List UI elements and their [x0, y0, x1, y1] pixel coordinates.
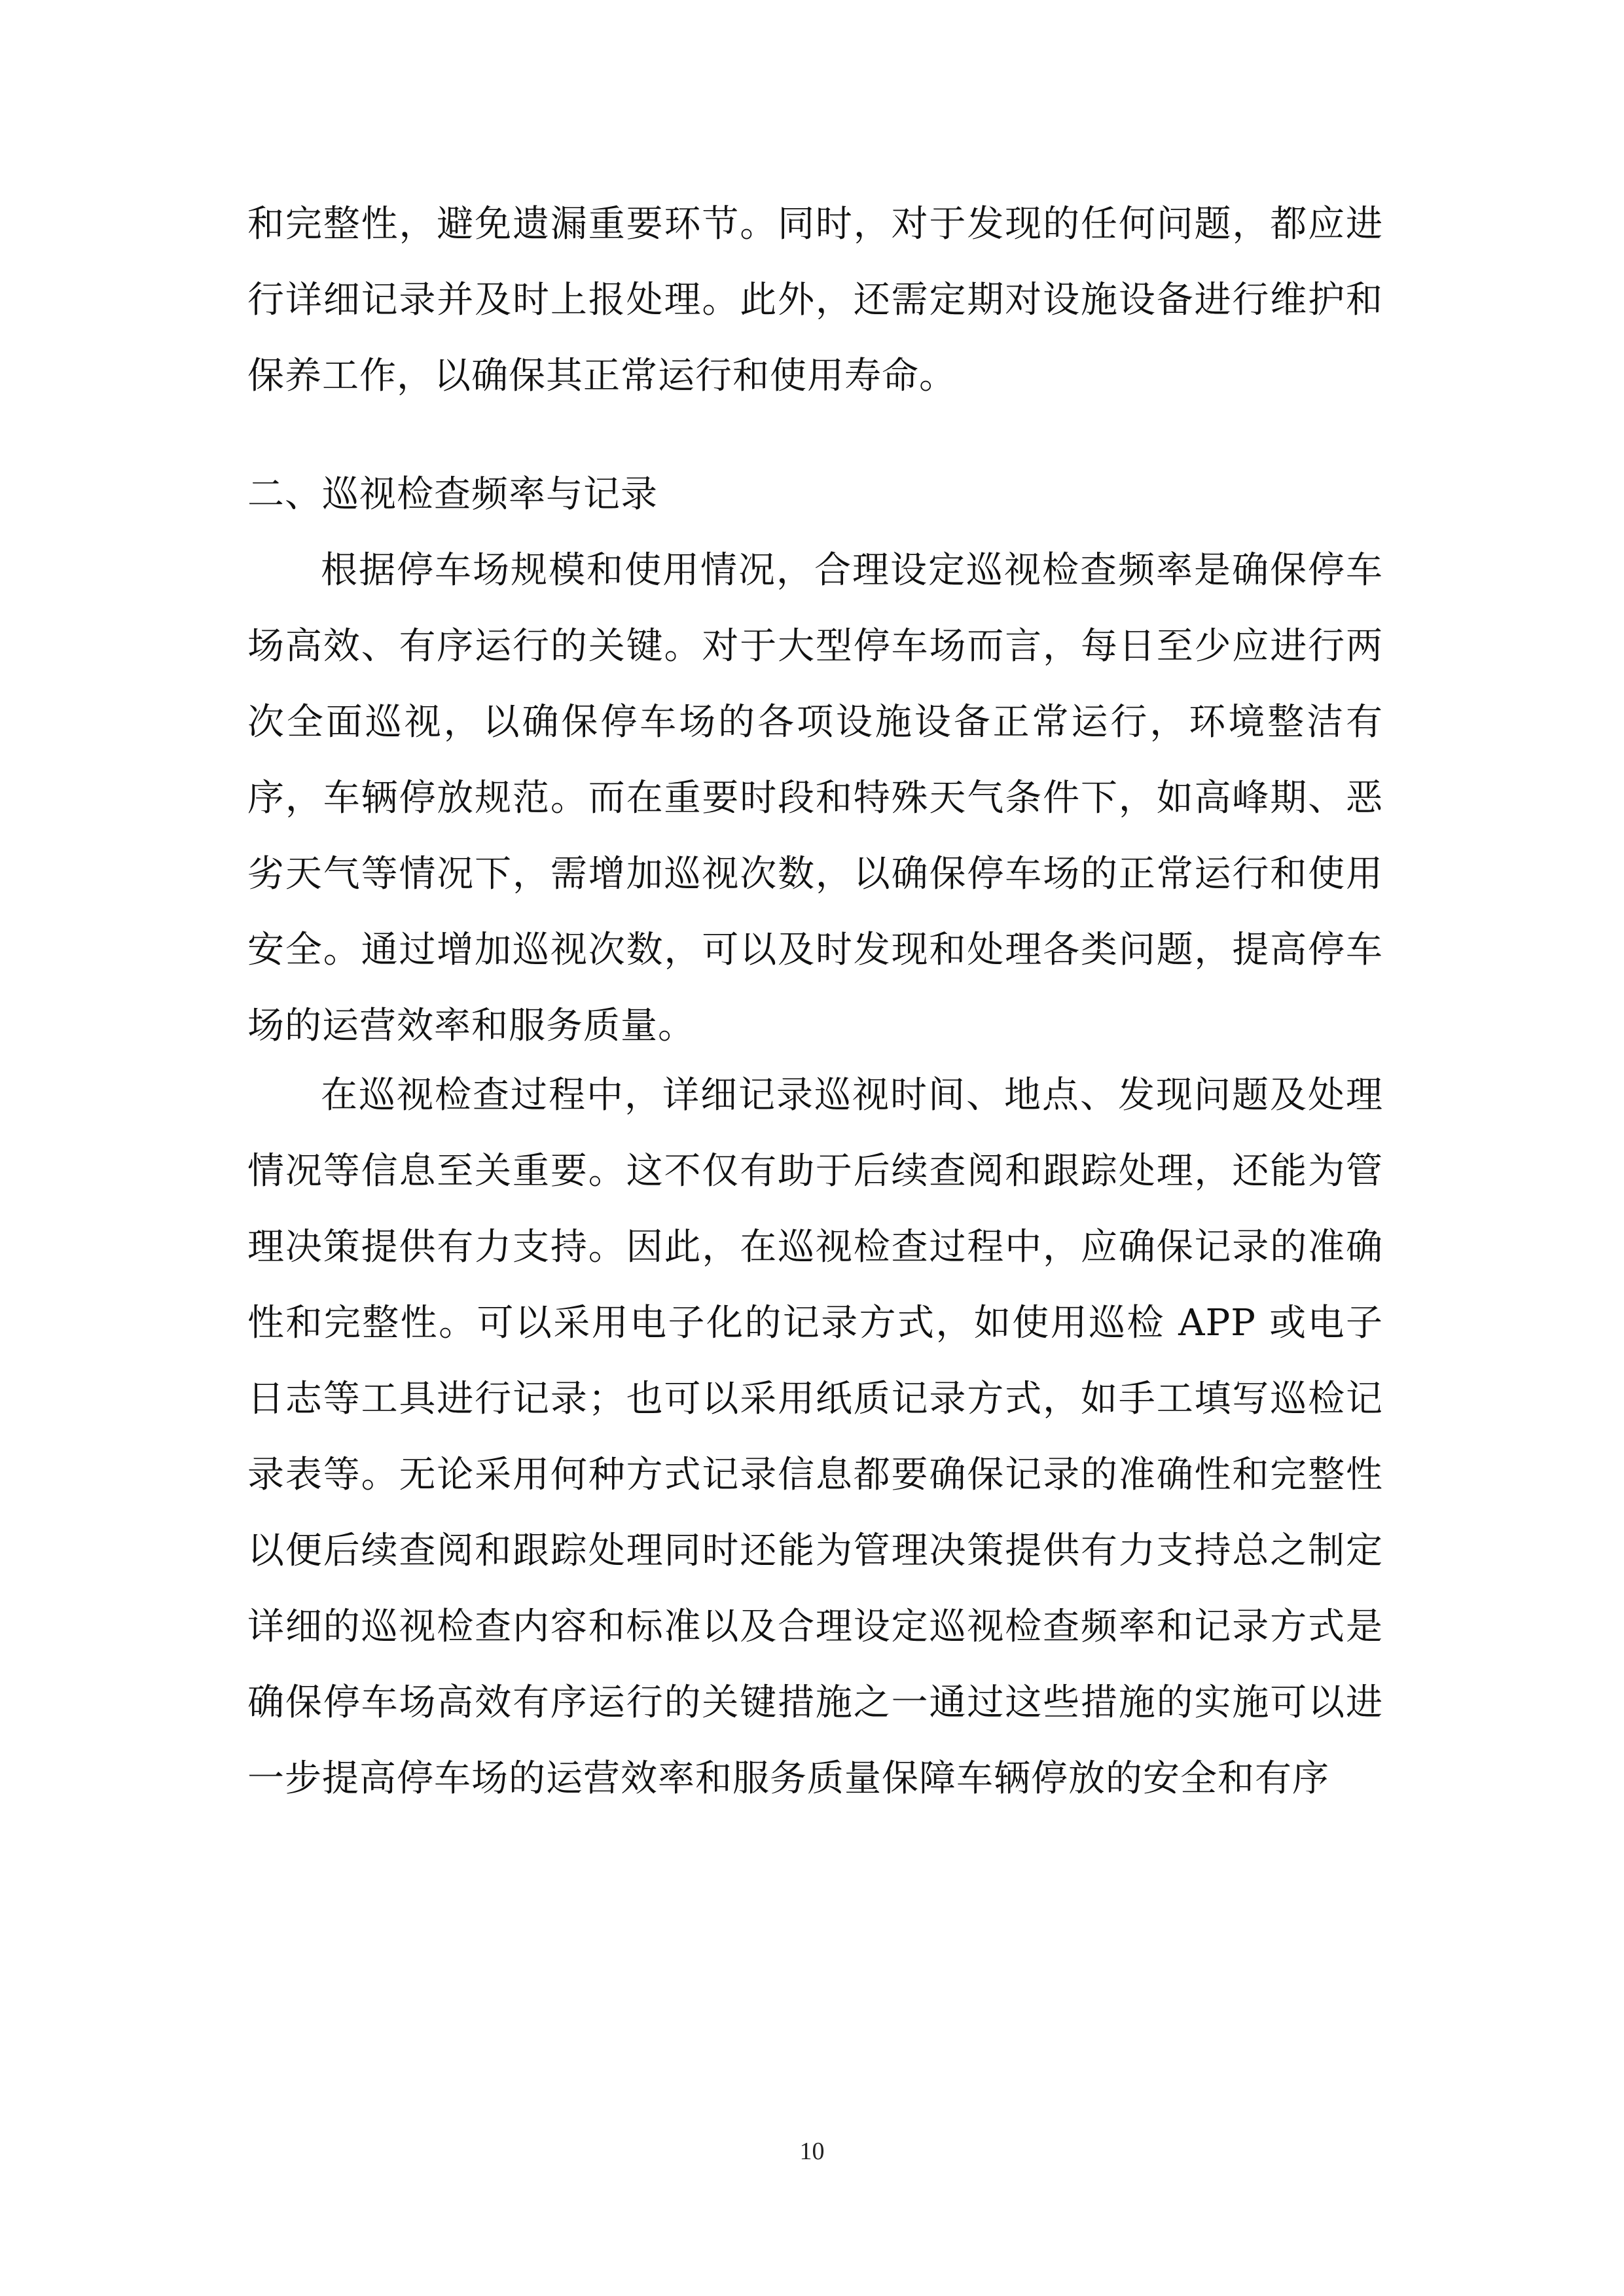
page-number: 10	[799, 2138, 825, 2165]
paragraph-continued: 和完整性，避免遗漏重要环节。同时，对于发现的任何问题，都应进行详细记录并及时上报处理。此外，还需定期对设施设备进行维护和保养工作，以确保其正常运行和使用寿命。	[247, 203, 1383, 397]
paragraph-frequency: 根据停车场规模和使用情况，合理设定巡视检查频率是确保停车场高效、有序运行的关键。对于大型停车场而言，每日至少应进行两次全面巡视，以确保停车场的各项设施设备正常运行，环境整洁有序，车辆停放规范。而在重要时段和特殊天气条件下，如高峰期、恶劣天气等情况下，需增加巡视次数，以确保停车场的正常运行和使用安全。通过增加巡视次数，可以及时发现和处理各类问题，提高停车场的运营效率和服务质量。	[247, 549, 1383, 1047]
section-heading: 二、巡视检查频率与记录	[247, 473, 658, 516]
paragraph-records: 在巡视检查过程中，详细记录巡视时间、地点、发现问题及处理情况等信息至关重要。这不仅有助于后续查阅和跟踪处理，还能为管理决策提供有力支持。因此，在巡视检查过程中，应确保记录的准确性和完整性。可以采用电子化的记录方式，如使用巡检 APP 或电子日志等工具进行记录；也可以采用纸质记录方式，如手工填写巡检记录表等。无论采用何种方式记录信息都要确保记录的准确性和完整性以便后续查阅和跟踪处理同时还能为管理决策提供有力支持总之制定详细的巡视检查内容和标准以及合理设定巡视检查频率和记录方式是确保停车场高效有序运行的关键措施之一通过这些措施的实施可以进一步提高停车场的运营效率和服务质量保障车辆停放的安全和有序	[247, 1074, 1383, 1800]
